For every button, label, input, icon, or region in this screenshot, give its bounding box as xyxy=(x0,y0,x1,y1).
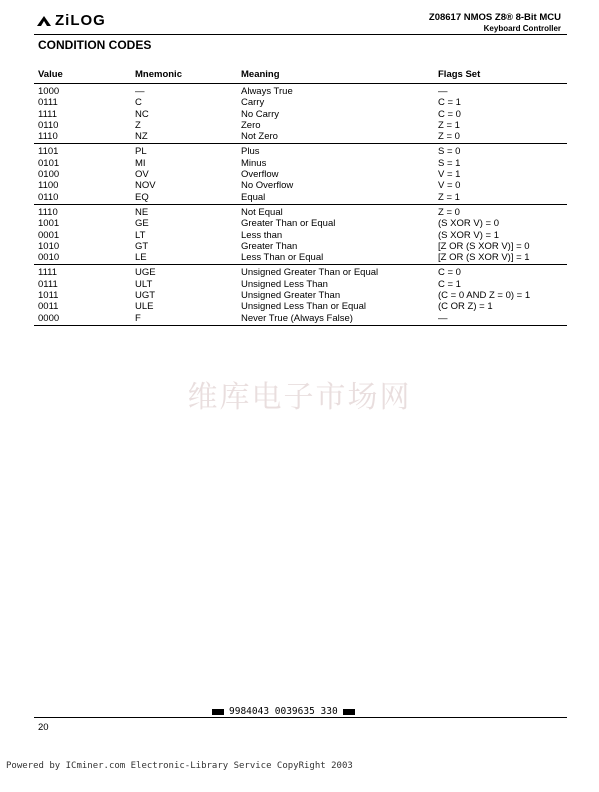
cell-flags: V = 0 xyxy=(438,180,461,192)
watermark: 维库电子市场网 xyxy=(187,380,412,415)
cell-value: 1000 xyxy=(38,86,60,97)
cell-flags: Z = 1 xyxy=(438,119,460,131)
table-row xyxy=(34,109,567,120)
cell-value: 0001 xyxy=(38,229,60,241)
document-header xyxy=(429,12,561,34)
cell-value: 1101 xyxy=(38,146,59,158)
cell-meaning: Plus xyxy=(241,146,260,158)
cell-flags: Z = 1 xyxy=(438,191,460,203)
cell-value: 0111 xyxy=(38,97,58,109)
cell-value: 0101 xyxy=(38,157,60,169)
cell-mnemonic: OV xyxy=(135,169,149,181)
table-row xyxy=(34,230,567,241)
header-product-line: Z08617 NMOS Z8® 8-Bit MCU xyxy=(428,12,561,23)
cell-mnemonic: EQ xyxy=(135,191,149,203)
cell-value: 0000 xyxy=(38,312,60,324)
row-group xyxy=(34,84,567,144)
page-number: 20 xyxy=(38,722,49,733)
barcode-text: 9984043 0039635 330 xyxy=(229,706,338,717)
cell-meaning: Unsigned Greater Than or Equal xyxy=(241,267,379,279)
cell-meaning: Carry xyxy=(241,97,265,109)
cell-flags: — xyxy=(438,86,448,97)
cell-flags: Z = 0 xyxy=(438,206,460,218)
zilog-logo-icon xyxy=(36,15,52,27)
barcode-block-left xyxy=(212,709,224,715)
cell-meaning: Not Zero xyxy=(241,131,278,143)
cell-flags: (C = 0 AND Z = 0) = 1 xyxy=(438,290,531,302)
cell-meaning: Not Equal xyxy=(241,206,283,218)
cell-mnemonic: NZ xyxy=(135,131,148,143)
column-header-mnemonic: Mnemonic xyxy=(135,69,182,80)
table-row xyxy=(34,301,567,312)
cell-flags: V = 1 xyxy=(438,169,461,181)
table-row xyxy=(34,267,567,278)
cell-flags: C = 1 xyxy=(438,97,461,109)
row-group xyxy=(34,205,567,265)
logo-text: ZiLOG xyxy=(55,12,106,29)
cell-value: 1110 xyxy=(38,206,58,218)
cell-meaning: Unsigned Greater Than xyxy=(241,290,341,302)
column-header-meaning: Meaning xyxy=(241,69,280,80)
table-row xyxy=(34,169,567,180)
cell-value: 1010 xyxy=(38,240,60,252)
cell-meaning: Greater Than xyxy=(241,240,298,252)
table-row xyxy=(34,97,567,108)
cell-flags: S = 0 xyxy=(438,146,461,158)
cell-value: 1011 xyxy=(38,290,59,302)
cell-meaning: Overflow xyxy=(241,169,279,181)
barcode xyxy=(207,706,360,717)
header-subtitle: Keyboard Controller xyxy=(483,24,561,33)
cell-value: 0110 xyxy=(38,119,59,131)
table-row xyxy=(34,290,567,301)
table-row xyxy=(34,86,567,97)
cell-mnemonic: — xyxy=(135,86,145,97)
table-row xyxy=(34,192,567,203)
powered-by-footer: Powered by ICminer.com Electronic-Library Service CopyRight 2003 xyxy=(6,761,353,771)
footer-divider xyxy=(34,717,567,718)
cell-mnemonic: UGE xyxy=(135,267,156,279)
cell-flags: (C OR Z) = 1 xyxy=(438,301,493,313)
cell-flags: C = 0 xyxy=(438,267,461,279)
cell-meaning: Less Than or Equal xyxy=(241,252,324,264)
table-row xyxy=(34,120,567,131)
barcode-block-right xyxy=(343,709,355,715)
cell-meaning: Always True xyxy=(241,86,293,97)
cell-meaning: Zero xyxy=(241,119,261,131)
cell-mnemonic: NE xyxy=(135,206,149,218)
cell-meaning: Unsigned Less Than or Equal xyxy=(241,301,366,313)
cell-value: 1111 xyxy=(38,108,58,120)
table-row xyxy=(34,252,567,263)
row-group xyxy=(34,265,567,325)
table-row xyxy=(34,279,567,290)
cell-value: 0100 xyxy=(38,169,60,181)
row-group xyxy=(34,144,567,204)
cell-value: 1110 xyxy=(38,131,58,143)
cell-value: 0110 xyxy=(38,191,59,203)
cell-meaning: Greater Than or Equal xyxy=(241,218,336,230)
cell-mnemonic: UGT xyxy=(135,290,156,302)
cell-flags: [Z OR (S XOR V)] = 0 xyxy=(438,240,530,252)
cell-flags: C = 0 xyxy=(438,108,461,120)
table-row xyxy=(34,158,567,169)
cell-value: 0010 xyxy=(38,252,60,264)
cell-value: 1111 xyxy=(38,267,58,279)
section-title: CONDITION CODES xyxy=(38,38,152,52)
table-header xyxy=(34,67,567,84)
table-row xyxy=(34,241,567,252)
table-row xyxy=(34,131,567,142)
table-body xyxy=(34,84,567,326)
cell-mnemonic: PL xyxy=(135,146,147,158)
cell-meaning: Equal xyxy=(241,191,266,203)
table-row xyxy=(34,218,567,229)
cell-value: 1001 xyxy=(38,218,60,230)
cell-meaning: Less than xyxy=(241,229,283,241)
column-header-flags-set: Flags Set xyxy=(438,69,481,80)
header-divider xyxy=(34,34,567,35)
cell-flags: [Z OR (S XOR V)] = 1 xyxy=(438,252,530,264)
cell-mnemonic: C xyxy=(135,97,142,109)
cell-value: 1100 xyxy=(38,180,59,192)
table-row xyxy=(34,180,567,191)
cell-meaning: No Overflow xyxy=(241,180,294,192)
zilog-logo xyxy=(36,12,106,29)
condition-codes-table xyxy=(34,67,567,326)
cell-mnemonic: LT xyxy=(135,229,146,241)
cell-meaning: Never True (Always False) xyxy=(241,312,353,324)
cell-meaning: No Carry xyxy=(241,108,280,120)
table-row xyxy=(34,207,567,218)
cell-mnemonic: GE xyxy=(135,218,149,230)
cell-flags: S = 1 xyxy=(438,157,461,169)
cell-meaning: Unsigned Less Than xyxy=(241,278,328,290)
cell-mnemonic: MI xyxy=(135,157,146,169)
cell-mnemonic: NOV xyxy=(135,180,156,192)
cell-meaning: Minus xyxy=(241,157,267,169)
cell-value: 0111 xyxy=(38,278,58,290)
cell-flags: Z = 0 xyxy=(438,131,460,143)
column-header-value: Value xyxy=(38,69,63,80)
cell-mnemonic: ULT xyxy=(135,278,153,290)
table-row xyxy=(34,313,567,324)
cell-flags: — xyxy=(438,312,448,324)
cell-mnemonic: LE xyxy=(135,252,147,264)
cell-mnemonic: NC xyxy=(135,108,149,120)
cell-mnemonic: GT xyxy=(135,240,149,252)
cell-mnemonic: F xyxy=(135,312,141,324)
cell-flags: (S XOR V) = 1 xyxy=(438,229,499,241)
cell-mnemonic: Z xyxy=(135,119,141,131)
cell-mnemonic: ULE xyxy=(135,301,154,313)
cell-flags: C = 1 xyxy=(438,278,461,290)
cell-flags: (S XOR V) = 0 xyxy=(438,218,499,230)
cell-value: 0011 xyxy=(38,301,59,313)
table-row xyxy=(34,146,567,157)
